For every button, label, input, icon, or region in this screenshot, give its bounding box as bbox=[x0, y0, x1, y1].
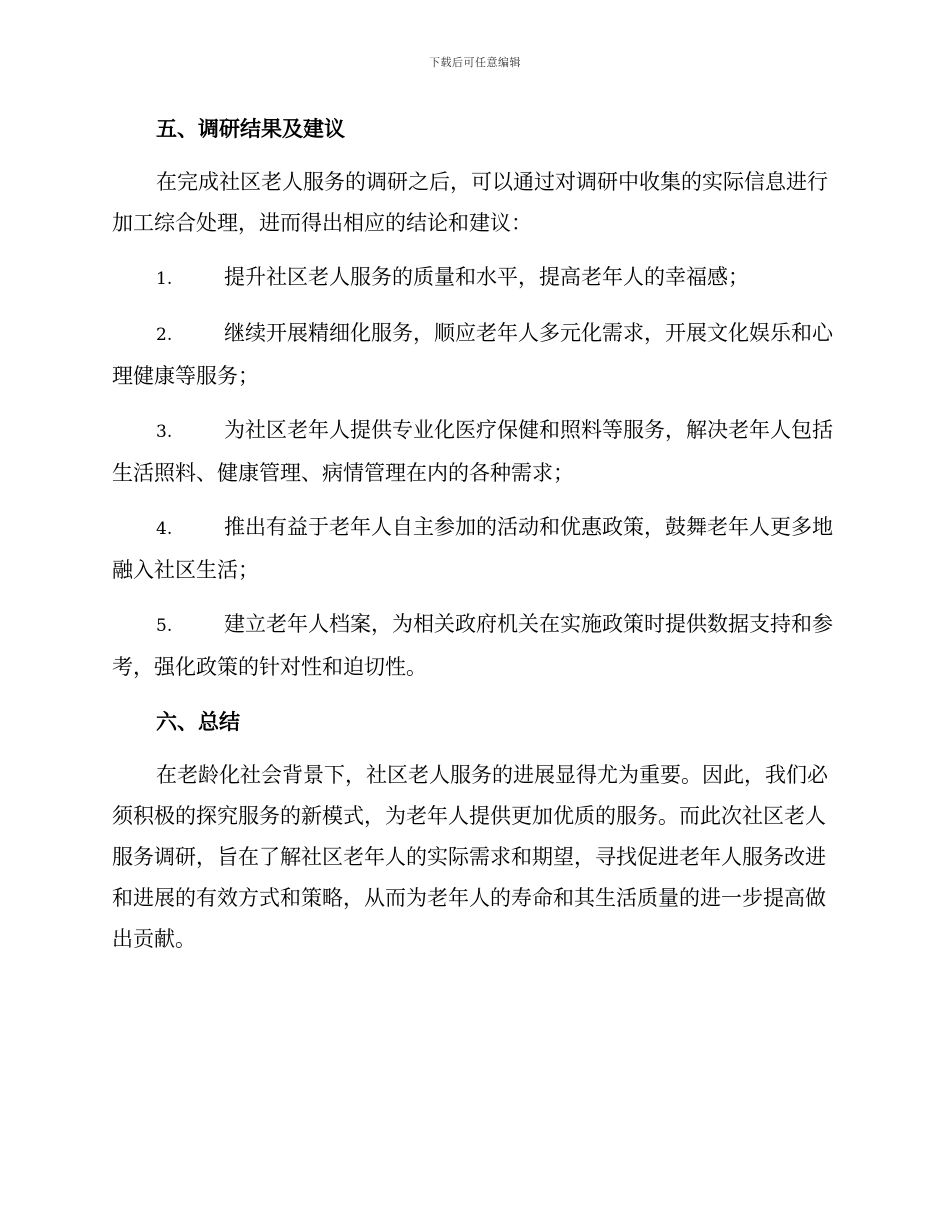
list-item bbox=[112, 604, 834, 688]
header-note: 下载后可任意编辑 bbox=[429, 56, 521, 69]
section-6-heading: 六、总结 bbox=[156, 709, 240, 734]
section-5-heading: 五、调研结果及建议 bbox=[156, 116, 345, 141]
list-item-number: 1. bbox=[156, 269, 173, 289]
list-item-text: 为社区老年人提供专业化医疗保健和照料等服务，解决老年人包括生活照料、健康管理、病情管理在内的各种需求； bbox=[112, 418, 833, 485]
list-item-text: 推出有益于老年人自主参加的活动和优惠政策，鼓舞老年人更多地融入社区生活； bbox=[112, 515, 833, 582]
list-item bbox=[112, 257, 834, 300]
list-item bbox=[112, 313, 834, 397]
list-item-number: 4. bbox=[156, 519, 173, 539]
list-item-text: 继续开展精细化服务，顺应老年人多元化需求，开展文化娱乐和心理健康等服务； bbox=[112, 321, 833, 388]
list-item-number: 5. bbox=[156, 616, 173, 636]
list-item-number: 2. bbox=[156, 325, 173, 345]
list-item-number: 3. bbox=[156, 422, 173, 442]
list-item bbox=[112, 410, 834, 494]
section-5-intro: 在完成社区老人服务的调研之后，可以通过对调研中收集的实际信息进行加工综合处理，进而得出相应的结论和建议： bbox=[112, 170, 828, 235]
list-item bbox=[112, 507, 834, 591]
list-item-text: 建立老年人档案，为相关政府机关在实施政策时提供数据支持和参考，强化政策的针对性和迫切性。 bbox=[112, 612, 833, 679]
section-6-body: 在老龄化社会背景下，社区老人服务的进展显得尤为重要。因此，我们必须积极的探究服务的新模式，为老年人提供更加优质的服务。而此次社区老人服务调研，旨在了解社区老年人的实际需求和期望，寻找促进老年人服务改进和进展的有效方式和策略，从而为老年人的寿命和其生活质量的进一步提高做出贡献。 bbox=[112, 763, 828, 951]
list-item-text: 提升社区老人服务的质量和水平，提高老年人的幸福感； bbox=[224, 265, 749, 289]
document-body bbox=[112, 108, 834, 973]
